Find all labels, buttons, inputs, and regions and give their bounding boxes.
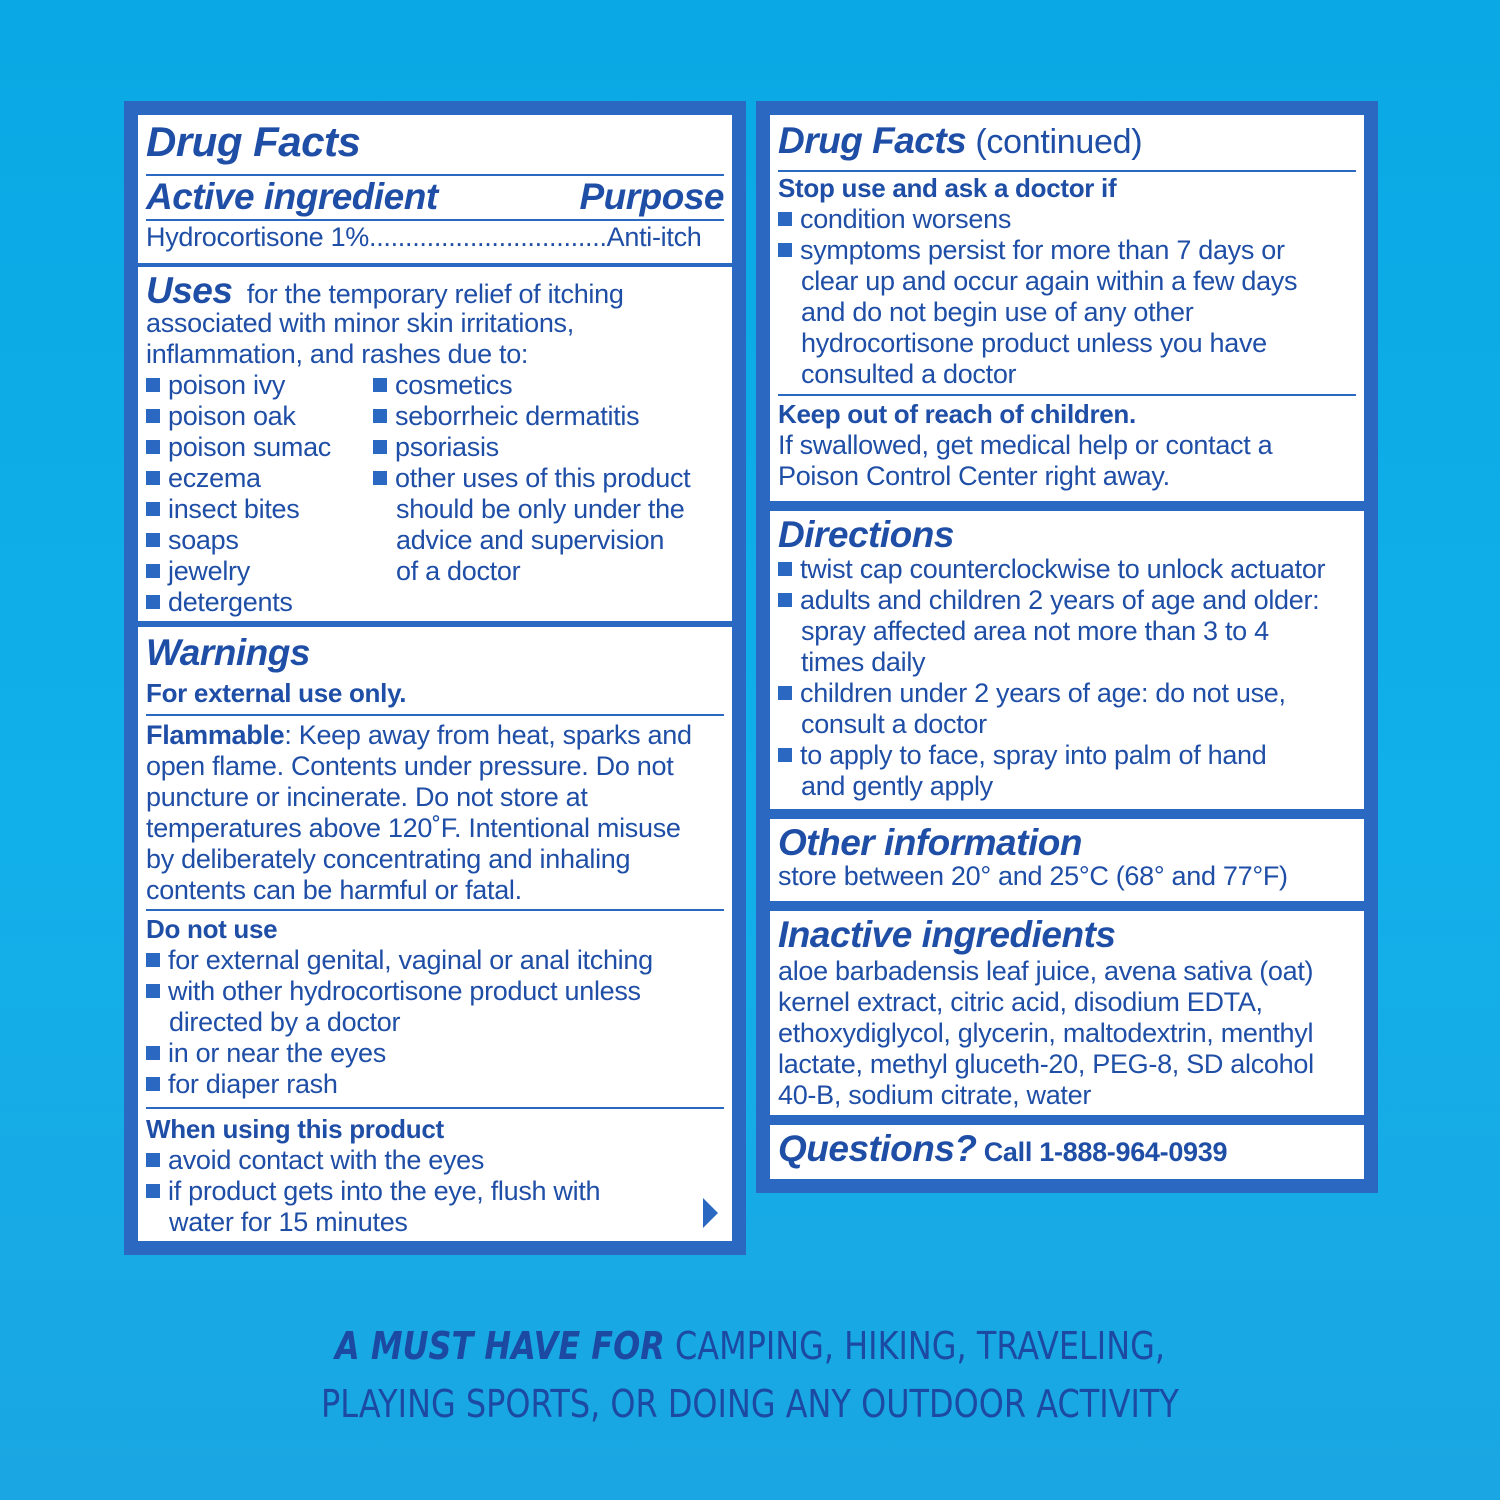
list-item: with other hydrocortisone product unless [146,976,724,1007]
list-item: psoriasis [373,432,724,463]
bullet-icon [146,564,160,578]
warning-line: puncture or incinerate. Do not store at [146,782,588,812]
drug-facts-title: Drug Facts [146,118,361,165]
bullet-icon [778,562,792,576]
divider [146,714,724,716]
bullet-icon [146,471,160,485]
list-item: detergents [146,587,724,618]
tagline-line-2: PLAYING SPORTS, OR DOING ANY OUTDOOR ACTIVITY [321,1382,1179,1426]
inactive-line: lactate, methyl gluceth-20, PEG-8, SD alcohol [778,1049,1314,1079]
list-item-continued: directed by a doctor [169,1007,401,1037]
list-item: seborrheic dermatitis [373,401,724,432]
questions-box [770,1125,1364,1179]
list-item-continued: consult a doctor [801,709,987,739]
bullet-icon [146,984,160,998]
list-item: if product gets into the eye, flush with [146,1176,724,1207]
bullet-icon [146,533,160,547]
continue-arrow-icon [703,1198,718,1228]
uses-intro-line: inflammation, and rashes due to: [146,339,529,369]
do-not-use-heading: Do not use [146,914,278,944]
list-item: poison sumac [146,432,724,463]
list-item-continued: and do not begin use of any other [801,297,1194,327]
bullet-icon [146,502,160,516]
list-item: soaps [146,525,724,556]
drug-facts-panel-left [124,101,746,1255]
bullet-icon [146,1153,160,1167]
questions-heading: Questions? [778,1128,977,1169]
flammable-label: Flammable [146,720,285,750]
list-item-continued: consulted a doctor [801,359,1017,389]
divider [778,170,1356,172]
list-item: to apply to face, spray into palm of hand [778,740,1356,771]
stop-use-box [770,115,1364,501]
bullet-icon [778,593,792,607]
bullet-icon [146,1046,160,1060]
other-information-line: store between 20° and 25°C (68° and 77°F) [778,861,1288,891]
inactive-line: aloe barbadensis leaf juice, avena sativa (oat) [778,956,1314,986]
warnings-heading: Warnings [146,632,310,673]
bullet-icon [146,440,160,454]
list-item: jewelry [146,556,724,587]
flammable-line: Flammable: Keep away from heat, sparks and [146,720,692,750]
bullet-icon [146,953,160,967]
warning-line: open flame. Contents under pressure. Do not [146,751,674,781]
tagline [120,1317,1380,1433]
uses-heading: Uses [146,270,233,311]
when-using-heading: When using this product [146,1114,444,1144]
external-use-text: For external use only. [146,678,407,708]
bullet-icon [146,378,160,392]
list-item: avoid contact with the eyes [146,1145,724,1176]
other-information-box [770,819,1364,901]
warning-line: contents can be harmful or fatal. [146,875,522,905]
bullet-icon [373,409,387,423]
list-item-continued: hydrocortisone product unless you have [801,328,1267,358]
active-ingredient-heading: Active ingredient [146,176,438,217]
list-item-continued: spray affected area not more than 3 to 4 [801,616,1269,646]
inactive-line: 40-B, sodium citrate, water [778,1080,1092,1110]
questions-line [778,1129,1356,1175]
list-item: poison ivy [146,370,724,401]
inactive-ingredients-heading: Inactive ingredients [778,914,1116,955]
list-item: poison oak [146,401,724,432]
divider [146,1107,724,1109]
list-item: children under 2 years of age: do not use, [778,678,1356,709]
warning-line: temperatures above 120˚F. Intentional misuse [146,813,681,843]
list-item: in or near the eyes [146,1038,724,1069]
list-item: other uses of this product [373,463,724,494]
bullet-icon [778,686,792,700]
divider [146,909,724,911]
list-item: eczema [146,463,724,494]
directions-box [770,511,1364,809]
list-item: symptoms persist for more than 7 days or [778,235,1356,266]
keep-out-line: Poison Control Center right away. [778,461,1170,491]
bullet-icon [778,243,792,257]
bullet-icon [146,1184,160,1198]
bullet-icon [146,595,160,609]
list-item: for external genital, vaginal or anal itching [146,945,724,976]
divider [146,219,724,221]
list-item: for diaper rash [146,1069,724,1100]
tagline-emphasis: A MUST HAVE FOR [335,1324,665,1368]
list-item: insect bites [146,494,724,525]
directions-heading: Directions [778,514,954,555]
bullet-icon [373,471,387,485]
purpose-heading: Purpose [579,176,724,217]
list-item-continued: advice and supervision [396,525,665,555]
list-item-continued: of a doctor [396,556,521,586]
list-item-continued: times daily [801,647,926,677]
bullet-icon [778,748,792,762]
uses-intro: Uses for the temporary relief of itching [146,270,624,311]
list-item-continued: should be only under the [396,494,685,524]
bullet-icon [146,1077,160,1091]
list-item: adults and children 2 years of age and older: [778,585,1356,616]
list-item-continued: clear up and occur again within a few days [801,266,1298,296]
list-item: cosmetics [373,370,724,401]
bullet-icon [778,212,792,226]
warnings-box [138,627,732,1241]
bullet-icon [373,378,387,392]
bullet-icon [373,440,387,454]
list-item: twist cap counterclockwise to unlock actuator [778,554,1356,585]
uses-box [138,267,732,621]
active-ingredient-row [146,177,724,217]
bullet-icon [146,409,160,423]
other-information-heading: Other information [778,822,1082,863]
keep-out-heading: Keep out of reach of children. [778,399,1136,429]
active-ingredient-line: Hydrocortisone 1%.................................Anti-itch [146,222,702,252]
uses-intro-line: associated with minor skin irritations, [146,308,574,338]
divider [778,394,1356,396]
tagline-line-1: A MUST HAVE FOR CAMPING, HIKING, TRAVELING, [335,1324,1165,1368]
drug-facts-continued-title: Drug Facts (continued) [778,120,1143,161]
warning-line: by deliberately concentrating and inhaling [146,844,631,874]
phone-number: Call 1-888-964-0939 [976,1137,1228,1167]
stop-use-heading: Stop use and ask a doctor if [778,173,1117,203]
list-item: condition worsens [778,204,1356,235]
drug-facts-panel-right [756,101,1378,1193]
keep-out-line: If swallowed, get medical help or contact a [778,430,1273,460]
active-ingredient-box [138,115,732,263]
list-item-continued: and gently apply [801,771,993,801]
inactive-ingredients-box [770,911,1364,1115]
inactive-line: ethoxydiglycol, glycerin, maltodextrin, menthyl [778,1018,1314,1048]
list-item-continued: water for 15 minutes [169,1207,408,1237]
inactive-line: kernel extract, citric acid, disodium EDTA, [778,987,1263,1017]
